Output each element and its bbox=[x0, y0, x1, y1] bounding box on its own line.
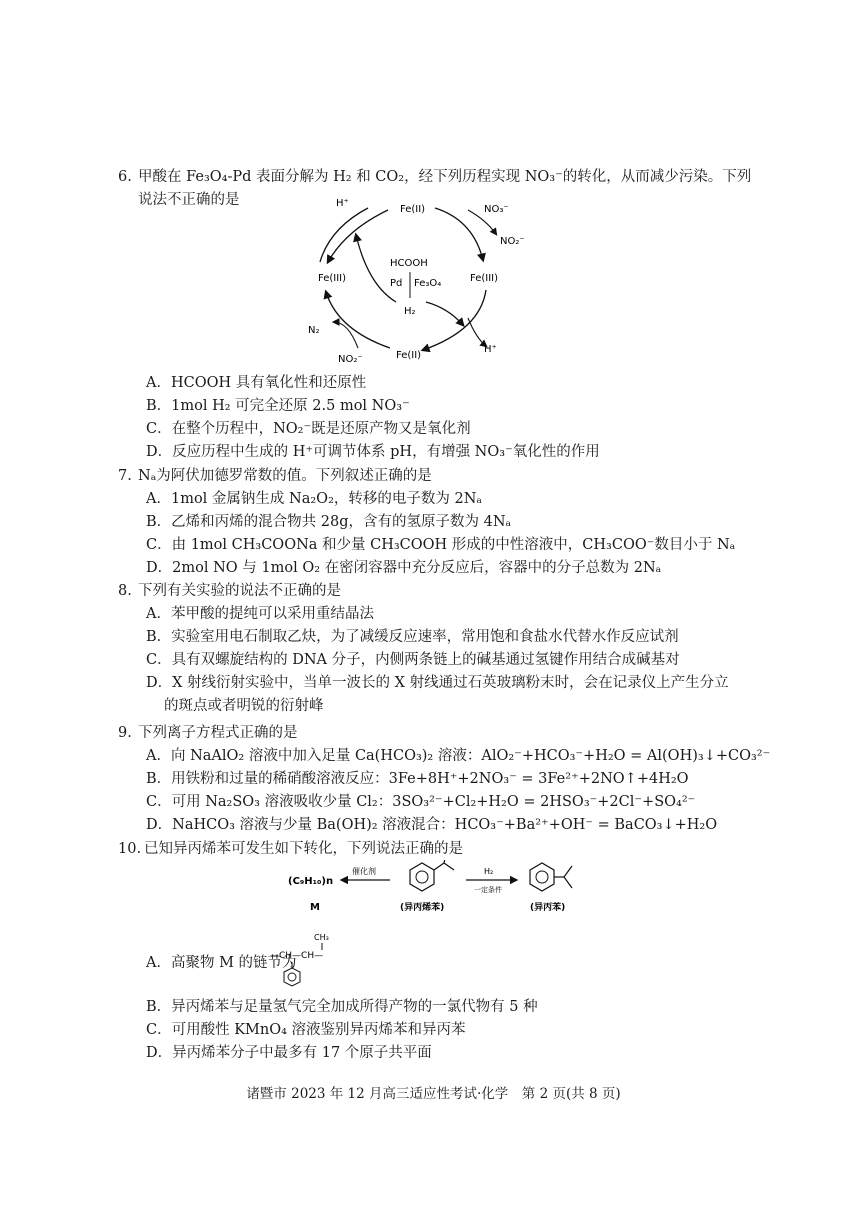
question-10-options bbox=[118, 996, 778, 1065]
polymer-formula: (C₉H₁₀)n bbox=[288, 876, 334, 887]
option-b: B．乙烯和丙烯的混合物共 28g，含有的氢原子数为 4Nₐ bbox=[146, 514, 512, 530]
h2-reagent: H₂ bbox=[484, 867, 494, 876]
question-stem-cont: 说法不正确的是 bbox=[138, 192, 240, 208]
option-b: B．实验室用电石制取乙炔，为了减缓反应速率，常用饱和食盐水代替水作反应试剂 bbox=[146, 629, 679, 645]
question-number: 7. bbox=[118, 468, 132, 484]
benzene-circle bbox=[416, 871, 428, 883]
benzene-circle bbox=[288, 973, 296, 981]
fe2-top-label: Fe(II) bbox=[400, 204, 426, 215]
option-d: D．X 射线衍射实验中，当单一波长的 X 射线通过石英玻璃粉末时，会在记录仪上产生分立 bbox=[146, 675, 729, 691]
cumene-label: (异丙苯) bbox=[530, 903, 566, 913]
option-c: C．可用酸性 KMnO₄ 溶液鉴别异丙烯苯和异丙苯 bbox=[146, 1022, 466, 1038]
fe3-right-label: Fe(III) bbox=[470, 273, 499, 284]
cycle-arrow bbox=[435, 208, 483, 260]
question-6-options bbox=[118, 372, 778, 464]
question-8 bbox=[118, 580, 778, 718]
fe3-left-label: Fe(III) bbox=[318, 273, 347, 284]
option-d: D．反应历程中生成的 H⁺可调节体系 pH，有增强 NO₃⁻氧化性的作用 bbox=[146, 444, 600, 460]
question-number: 6. bbox=[118, 169, 132, 185]
cycle-arrow bbox=[320, 208, 368, 262]
option-c: C．可用 Na₂SO₃ 溶液吸收少量 Cl₂：3SO₃²⁻+Cl₂+H₂O = 2HSO₃⁻+2Cl⁻+SO₄²⁻ bbox=[146, 794, 696, 810]
question-number: 8. bbox=[118, 583, 132, 599]
reaction-scheme bbox=[280, 860, 600, 922]
option-a: A．HCOOH 具有氧化性和还原性 bbox=[146, 375, 367, 391]
benzene-ring bbox=[410, 863, 434, 891]
n2-arrow bbox=[334, 322, 358, 348]
option-a: A．1mol 金属钠生成 Na₂O₂，转移的电子数为 2Nₐ bbox=[146, 491, 482, 507]
option-d: D．NaHCO₃ 溶液与少量 Ba(OH)₂ 溶液混合：HCO₃⁻+Ba²⁺+OH⁻ = BaCO₃↓+H₂O bbox=[146, 817, 718, 833]
isopropenylbenzene-label: (异丙烯苯) bbox=[400, 903, 445, 913]
no2-bottom-label: NO₂⁻ bbox=[338, 354, 363, 365]
benzene-circle bbox=[536, 871, 548, 883]
h2-label: H₂ bbox=[404, 306, 416, 317]
option-c: C．在整个历程中，NO₂⁻既是还原产物又是氧化剂 bbox=[146, 421, 471, 437]
option-b: B．异丙烯苯与足量氢气完全加成所得产物的一氯代物有 5 种 bbox=[146, 999, 538, 1015]
h-plus-top-label: H⁺ bbox=[336, 198, 349, 209]
question-7 bbox=[118, 465, 778, 580]
h2-arrow bbox=[426, 302, 463, 325]
question-9 bbox=[118, 722, 778, 837]
cycle-arrow bbox=[328, 210, 388, 262]
question-stem: Nₐ为阿伏加德罗常数的值。下列叙述正确的是 bbox=[138, 468, 432, 484]
pd-label: Pd bbox=[390, 278, 403, 289]
option-c: C．具有双螺旋结构的 DNA 分子，内侧两条链上的碱基通过氢键作用结合成碱基对 bbox=[146, 652, 680, 668]
no2-right-label: NO₂⁻ bbox=[500, 236, 525, 247]
isopropenyl-group bbox=[434, 863, 454, 870]
repeat-unit-structure bbox=[270, 928, 370, 994]
no3-label: NO₃⁻ bbox=[484, 204, 509, 215]
option-a: A．高聚物 M 的链节为 bbox=[146, 955, 297, 971]
reaction-cycle-diagram bbox=[298, 190, 528, 370]
option-d: D．异丙烯苯分子中最多有 17 个原子共平面 bbox=[146, 1045, 432, 1061]
option-c: C．由 1mol CH₃COONa 和少量 CH₃COOH 形成的中性溶液中，CH₃COO⁻数目小于 Nₐ bbox=[146, 537, 736, 553]
question-stem: 已知异丙烯苯可发生如下转化，下列说法正确的是 bbox=[144, 841, 463, 857]
catalyst-label: 催化剂 bbox=[352, 867, 376, 876]
h-plus-bottom-label: H⁺ bbox=[484, 344, 497, 355]
option-b: B．用铁粉和过量的稀硝酸溶液反应：3Fe+8H⁺+2NO₃⁻ = 3Fe²⁺+2NO↑+4H₂O bbox=[146, 771, 689, 787]
cycle-arrow bbox=[423, 290, 486, 350]
fe3o4-label: Fe₃O₄ bbox=[414, 278, 442, 289]
n2-label: N₂ bbox=[308, 325, 320, 336]
option-d-cont: 的斑点或者明锐的衍射峰 bbox=[164, 698, 324, 714]
benzene-ring bbox=[284, 968, 300, 986]
hcooh-label: HCOOH bbox=[390, 258, 428, 269]
page-footer: 诸暨市 2023 年 12 月高三适应性考试·化学 第 2 页(共 8 页) bbox=[246, 1086, 621, 1102]
question-stem: 甲酸在 Fe₃O₄-Pd 表面分解为 H₂ 和 CO₂，经下列历程实现 NO₃⁻的转化，从而减少污染。下列 bbox=[138, 169, 752, 185]
option-d: D．2mol NO 与 1mol O₂ 在密闭容器中充分反应后，容器中的分子总数为 2Nₐ bbox=[146, 560, 662, 576]
question-number: 10. bbox=[118, 841, 142, 857]
isopropyl-branch bbox=[564, 866, 572, 888]
option-b: B．1mol H₂ 可完全还原 2.5 mol NO₃⁻ bbox=[146, 398, 410, 414]
methyl-label: CH₃ bbox=[314, 933, 329, 942]
double-bond bbox=[444, 860, 446, 863]
question-stem: 下列有关实验的说法不正确的是 bbox=[138, 583, 341, 599]
question-10-option-a bbox=[118, 952, 778, 975]
cycle-arrow bbox=[326, 292, 390, 348]
chain-label: —CH—CH— bbox=[270, 951, 324, 961]
question-number: 9. bbox=[118, 725, 132, 741]
fe2-bottom-label: Fe(II) bbox=[396, 350, 422, 361]
option-a: A．向 NaAlO₂ 溶液中加入足量 Ca(HCO₃)₂ 溶液：AlO₂⁻+HCO₃⁻+H₂O = Al(OH)₃↓+CO₃²⁻ bbox=[146, 748, 771, 764]
benzene-ring bbox=[530, 863, 554, 891]
option-a: A．苯甲酸的提纯可以采用重结晶法 bbox=[146, 606, 374, 622]
question-10 bbox=[118, 838, 778, 861]
condition-label: 一定条件 bbox=[474, 886, 502, 894]
polymer-m-label: M bbox=[310, 902, 320, 913]
question-stem: 下列离子方程式正确的是 bbox=[138, 725, 298, 741]
